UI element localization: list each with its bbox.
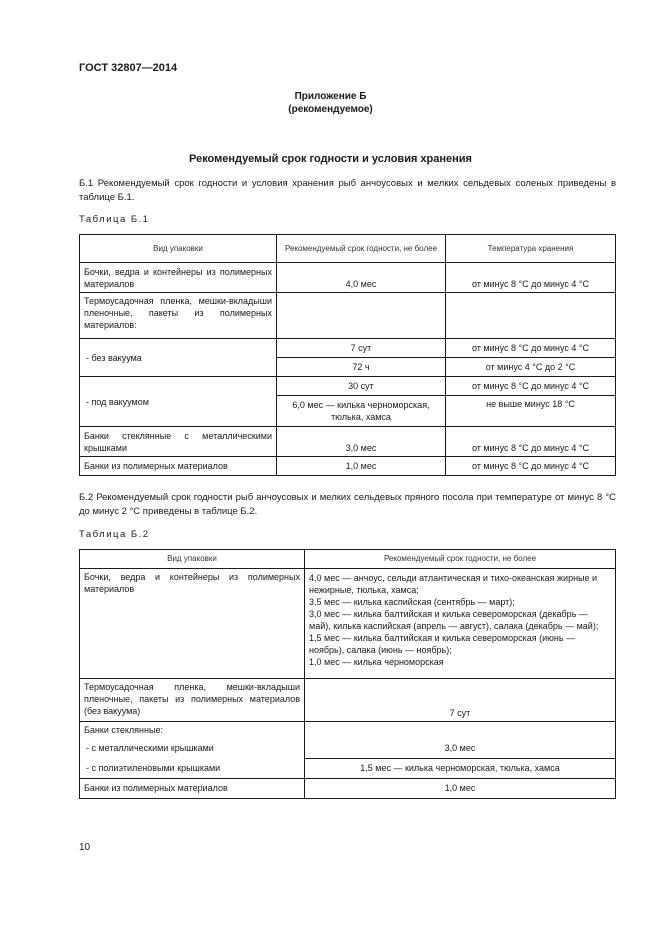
appendix-title: Приложение Б: [294, 91, 367, 102]
table-b2: [79, 549, 616, 799]
term-cell: 1,0 мес: [277, 457, 446, 476]
table-row: [80, 722, 616, 739]
paragraph-b2: Б.2 Рекомендуемый срок годности рыб анчоусовых и мелких сельдевых пряного посола при температуре от минус 8 °С до минус 2 °С приведены в таблице Б.2.: [79, 492, 616, 517]
table-b1: [79, 234, 616, 476]
table-row: [80, 263, 616, 293]
term-cell: 1,5 мес — килька черноморская, тюлька, хамса: [305, 758, 616, 778]
term-cell: 1,0 мес: [305, 778, 616, 798]
table1-header-pack: Вид упаковки: [80, 235, 277, 263]
term-cell: 6,0 мес — килька черноморская, тюлька, хамса: [277, 396, 446, 427]
section-title: Рекомендуемый срок годности и условия хранения: [189, 153, 472, 165]
pack-cell: Бочки, ведра и контейнеры из полимерных материалов: [80, 569, 305, 679]
term-cell: [305, 722, 616, 739]
pack-cell: Бочки, ведра и контейнеры из полимерных материалов: [80, 263, 277, 293]
pack-cell: - с полиэтиленовыми крышками: [80, 758, 305, 778]
term-cell: 7 сут: [277, 339, 446, 358]
term-line: 3,5 мес — килька каспийская (сентябрь — март);: [309, 597, 515, 607]
pack-cell: - без вакуума: [80, 339, 277, 377]
table2-header-pack: Вид упаковки: [80, 550, 305, 569]
term-line: 1,0 мес — килька черноморская: [309, 657, 444, 667]
table2-header-term: Рекомендуемый срок годности, не более: [305, 550, 616, 569]
temp-cell: от минус 4 °С до 2 °С: [446, 358, 616, 377]
pack-cell: Термоусадочная пленка, мешки-вкладыши пленочные, пакеты из полимерных материалов:: [80, 293, 277, 339]
table2-caption: Таблица Б.2: [79, 529, 150, 540]
pack-cell: Банки из полимерных материалов: [80, 457, 277, 476]
table1-header-temp: Температура хранения: [446, 235, 616, 263]
table1-caption: Таблица Б.1: [79, 214, 150, 225]
term-line: 1,5 мес — килька балтийская и килька североморская (июнь — ноябрь), салака (июнь — ноябрь);: [309, 633, 576, 655]
table-row: [80, 679, 616, 722]
temp-cell: от минус 8 °С до минус 4 °С: [446, 263, 616, 293]
standard-id: ГОСТ 32807—2014: [79, 62, 178, 74]
table-row: [80, 457, 616, 476]
temp-cell: не выше минус 18 °С: [446, 396, 616, 427]
term-cell: 30 сут: [277, 377, 446, 396]
term-cell: 7 сут: [305, 679, 616, 722]
term-cell: [277, 293, 446, 339]
table-row: [80, 377, 616, 396]
term-line: 4,0 мес — анчоус, сельди атлантическая и тихо-океанская жирные и нежирные, тюлька, хамса;: [309, 573, 598, 595]
table-row: [80, 293, 616, 339]
term-list-cell: [305, 569, 616, 679]
table-row: [80, 427, 616, 457]
table-row: [80, 339, 616, 358]
table1-header-row: [80, 235, 616, 263]
pack-cell: Термоусадочная пленка, мешки-вкладыши пленочные, пакеты из полимерных материалов (без вакуума): [80, 679, 305, 722]
table2-header-row: [80, 550, 616, 569]
table-row: [80, 778, 616, 798]
table-row: [80, 569, 616, 679]
term-line: 3,0 мес — килька балтийская и килька североморская (декабрь — май), килька каспийская (апрель — август), салака (декабрь — май);: [309, 609, 599, 631]
temp-cell: от минус 8 °С до минус 4 °С: [446, 427, 616, 457]
term-cell: 4,0 мес: [277, 263, 446, 293]
term-cell: 3,0 мес: [277, 427, 446, 457]
paragraph-b1: Б.1 Рекомендуемый срок годности и условия хранения рыб анчоусовых и мелких сельдевых соленых приведены в таблице Б.1.: [79, 178, 616, 203]
table-row: [80, 758, 616, 778]
term-cell: 72 ч: [277, 358, 446, 377]
temp-cell: [446, 293, 616, 339]
term-cell: 3,0 мес: [305, 738, 616, 758]
pack-cell: Банки из полимерных материалов: [80, 778, 305, 798]
page-number: 10: [79, 842, 91, 853]
temp-cell: от минус 8 °С до минус 4 °С: [446, 339, 616, 358]
temp-cell: от минус 8 °С до минус 4 °С: [446, 377, 616, 396]
temp-cell: от минус 8 °С до минус 4 °С: [446, 457, 616, 476]
pack-cell: - с металлическими крышками: [80, 738, 305, 758]
pack-cell: Банки стеклянные с металлическими крышками: [80, 427, 277, 457]
pack-cell: - под вакуумом: [80, 377, 277, 427]
appendix-subtitle: (рекомендуемое): [288, 104, 373, 115]
table-row: [80, 738, 616, 758]
table1-header-term: Рекомендуемый срок годности, не более: [277, 235, 446, 263]
pack-cell: Банки стеклянные:: [80, 722, 305, 739]
